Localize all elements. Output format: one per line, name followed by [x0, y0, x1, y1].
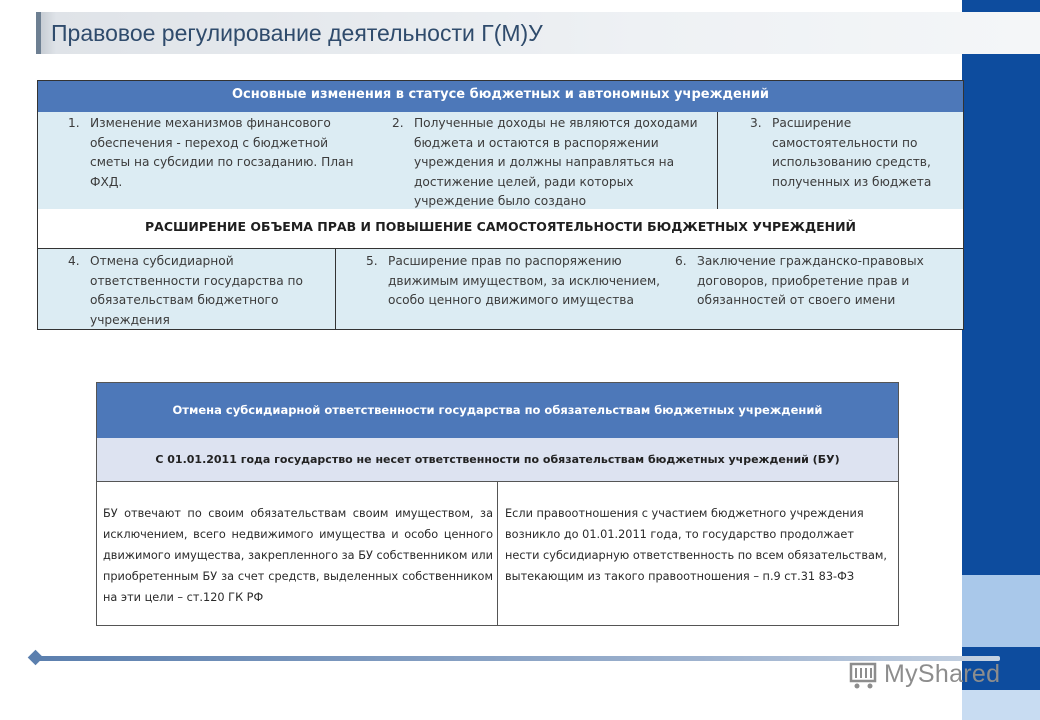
change-item-text: Расширение прав по распоряжению движимым имуществом, за исключением, особо ценного движимого имущества [388, 254, 661, 307]
subsidiary-liability-header [97, 383, 898, 438]
cell-divider [335, 249, 336, 329]
change-item-text: Заключение гражданско-правовых договоров, приобретение прав и обязанностей от своего имени [697, 254, 924, 307]
changes-table [37, 80, 964, 330]
change-item-text: Изменение механизмов финансового обеспечения - переход с бюджетной сметы на субсидии по госзаданию. План ФХД. [90, 116, 354, 189]
change-item-text: Расширение самостоятельности по использованию средств, полученных из бюджета [772, 116, 932, 189]
watermark-brand: MyShared [884, 660, 1001, 688]
changes-table-header [38, 81, 963, 112]
subsidiary-liability-header-text: Отмена субсидиарной ответственности государства по обязательствам бюджетных учреждений [172, 403, 823, 417]
watermark [848, 656, 1008, 696]
right-bar-light-block [962, 575, 1040, 647]
title-band [36, 12, 1040, 54]
cell-divider [717, 112, 718, 209]
change-item-number: 4. [68, 254, 80, 268]
change-item-number: 6. [675, 254, 687, 268]
divider-diamond-icon [28, 650, 44, 666]
bu-liability-text: БУ отвечают по своим обязательствам своим имуществом, за исключением, всего недвижимого имущества и особо ценного движимого имущества, закрепленного за БУ собственником или приобретенным БУ за счет средств, выделенных собственником на эти цели – ст.120 ГК РФ [103, 507, 493, 604]
change-item-text: Полученные доходы не являются доходами бюджета и остаются в распоряжении учреждения и должны направляться на достижение целей, ради которых учреждение было создано [414, 116, 698, 208]
subsidiary-liability-subheader [97, 438, 898, 482]
change-item-text: Отмена субсидиарной ответственности государства по обязательствам бюджетного учреждения [90, 254, 303, 327]
state-liability-text: Если правоотношения с участием бюджетного учреждения возникло до 01.01.2011 года, то государство продолжает нести субсидиарную ответственность по всем обязательствам, вытекающим из такого правоотношения – п.9 ст.31 83-ФЗ [505, 507, 888, 583]
subsidiary-liability-subheader-text: С 01.01.2011 года государство не несет ответственности по обязательствам бюджетных учреждений (БУ) [155, 453, 840, 466]
change-item-number: 1. [68, 116, 80, 130]
change-item-number: 3. [750, 116, 762, 130]
rights-expansion-heading: РАСШИРЕНИЕ ОБЪЕМА ПРАВ И ПОВЫШЕНИЕ САМОСТОЯТЕЛЬНОСТИ БЮДЖЕТНЫХ УЧРЕЖДЕНИЙ [144, 219, 857, 234]
cart-icon [848, 660, 878, 690]
changes-table-header-text: Основные изменения в статусе бюджетных и автономных учреждений [231, 87, 770, 102]
change-item-number: 2. [392, 116, 404, 130]
change-item-number: 5. [366, 254, 378, 268]
rights-expansion-row [38, 209, 963, 249]
page-title: Правовое регулирование деятельности Г(М)У [51, 20, 543, 46]
right-decorative-bar [962, 0, 1040, 720]
cell-divider [497, 482, 498, 625]
subsidiary-liability-table [96, 382, 899, 626]
